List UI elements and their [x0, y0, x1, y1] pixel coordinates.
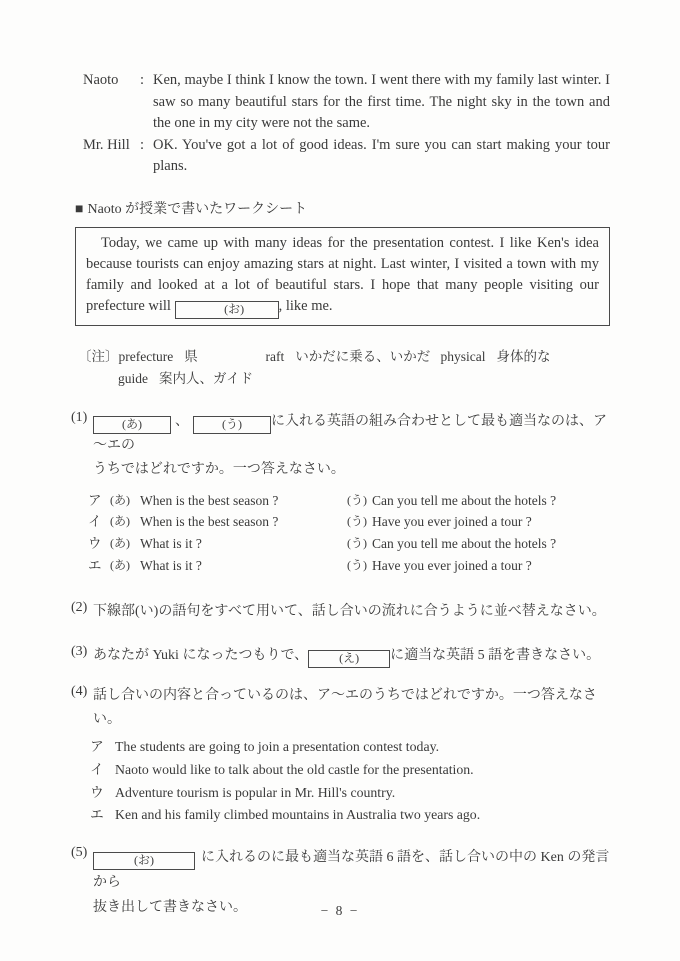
notes-row-2	[78, 368, 610, 390]
worksheet-heading-text: Naoto が授業で書いたワークシート	[87, 201, 308, 217]
option-letter: ア	[88, 492, 102, 508]
option-blank-label: (あ)	[110, 535, 130, 550]
question-2	[71, 600, 620, 624]
worksheet-heading	[75, 200, 610, 220]
question-text: に入れるのに最も適当な英語 6 語を、話し合いの中の Ken の発言から	[93, 849, 610, 890]
blank-field-e	[308, 650, 390, 668]
page-number: − 8 −	[320, 903, 360, 918]
blank-label: (う)	[222, 416, 242, 431]
speaker-name: Mr. Hill	[83, 136, 130, 153]
question-1-options	[88, 490, 620, 577]
option-letter: イ	[90, 761, 104, 777]
option-blank-label: (あ)	[110, 492, 130, 507]
option-letter: ア	[90, 739, 104, 755]
note-entry: raft いかだに乗る、いかだ	[265, 348, 431, 364]
option-text: Naoto would like to talk about the old castle for the presentation.	[115, 761, 474, 777]
note-entry: physical 身体的な	[440, 348, 551, 364]
option-text: Can you tell me about the hotels ?	[372, 535, 557, 551]
option-text: When is the best season ?	[140, 514, 279, 530]
option-text: Can you tell me about the hotels ?	[372, 492, 557, 508]
dialogue-section	[83, 70, 610, 178]
question-number: (3)	[71, 644, 88, 660]
notes-row-1	[78, 346, 610, 368]
blank-label: (お)	[134, 852, 154, 867]
question-number: (2)	[71, 600, 88, 616]
option-text: The students are going to join a presentation contest today.	[115, 739, 440, 755]
question-text: 抜き出して書きなさい。	[93, 899, 247, 915]
blank-field-a	[93, 416, 171, 434]
question-text: 話し合いの内容と合っているのは、ア～エのうちではどれですか。一つ答えなさい。	[93, 688, 597, 728]
option-letter: ウ	[90, 784, 104, 800]
option-blank-label: (う)	[347, 514, 367, 529]
speaker-name: Naoto	[83, 72, 119, 88]
question-number: (1)	[71, 409, 88, 425]
option-blank-label: (う)	[347, 557, 367, 572]
note-entry: prefecture 県	[118, 348, 198, 364]
question-body	[93, 644, 620, 668]
blank-label: (お)	[224, 301, 245, 316]
question-text: 下線部(い)の語句をすべて用いて、話し合いの流れに合うように並べ替えなさい。	[93, 604, 606, 620]
question-number: (4)	[71, 684, 88, 700]
worksheet-box	[75, 227, 610, 326]
option-text: Adventure tourism is popular in Mr. Hill's country.	[115, 784, 396, 800]
blank-field-u	[193, 416, 271, 434]
question-body	[93, 600, 620, 624]
option-blank-label: (う)	[347, 492, 367, 507]
question-4	[71, 684, 620, 826]
dialogue-line-mr-hill	[83, 135, 610, 178]
option-letter: ウ	[88, 535, 102, 551]
comma: 、	[175, 413, 189, 429]
black-square-icon: ■	[75, 201, 84, 217]
note-entry: guide 案内人、ガイド	[118, 370, 254, 386]
option-blank-label: (あ)	[110, 514, 130, 529]
blank-field-o	[93, 852, 195, 870]
option-letter: イ	[88, 514, 102, 530]
option-text: What is it ?	[140, 535, 202, 551]
option-text: Have you ever joined a tour ?	[372, 514, 532, 530]
dialogue-text: Ken, maybe I think I know the town. I went there with my family last winter. I saw so many beautiful stars for the first time. The night sky in the town and the one in my city were not the same.	[153, 72, 610, 131]
option-letter: エ	[88, 557, 102, 573]
speaker-colon: :	[140, 136, 145, 153]
option-blank-label: (あ)	[110, 557, 130, 572]
blank-label: (え)	[339, 651, 360, 666]
option-text: When is the best season ?	[140, 492, 279, 508]
blank-field-o	[175, 301, 279, 319]
worksheet-text-after: , like me.	[278, 297, 333, 314]
question-body	[90, 684, 620, 826]
blank-label: (あ)	[122, 416, 142, 431]
dialogue-line-naoto	[83, 70, 610, 135]
worksheet-text-before: Today, we came up with many ideas for the presentation contest. I like Ken's idea because tourists can enjoy amazing stars at night. Last winter, I visited a town with my family and looked at a lot of beautiful stars. I hope that many people visiting our prefecture will	[86, 234, 599, 314]
question-4-options	[90, 736, 620, 826]
question-text: うちではどれですか。一つ答えなさい。	[93, 461, 345, 477]
speaker-colon: :	[140, 72, 145, 88]
option-text: Ken and his family climbed mountains in Australia two years ago.	[115, 807, 481, 823]
notes-section	[78, 346, 610, 390]
worksheet-paragraph	[86, 233, 599, 319]
question-text: に適当な英語 5 語を書きなさい。	[390, 648, 601, 664]
question-number: (5)	[71, 844, 88, 860]
question-text: あなたが Yuki になったつもりで、	[93, 648, 309, 664]
option-text: What is it ?	[140, 557, 202, 573]
option-letter: エ	[90, 807, 104, 823]
question-text: に入れる英語の組み合わせとして最も適当なのは、ア～エの	[93, 413, 607, 453]
option-blank-label: (う)	[347, 535, 367, 550]
notes-label: 〔注〕	[78, 348, 119, 364]
dialogue-text: OK. You've got a lot of good ideas. I'm sure you can start making your tour plans.	[153, 136, 610, 174]
option-text: Have you ever joined a tour ?	[372, 557, 532, 573]
question-1	[71, 410, 620, 577]
question-3	[71, 644, 620, 668]
question-body	[88, 410, 620, 577]
